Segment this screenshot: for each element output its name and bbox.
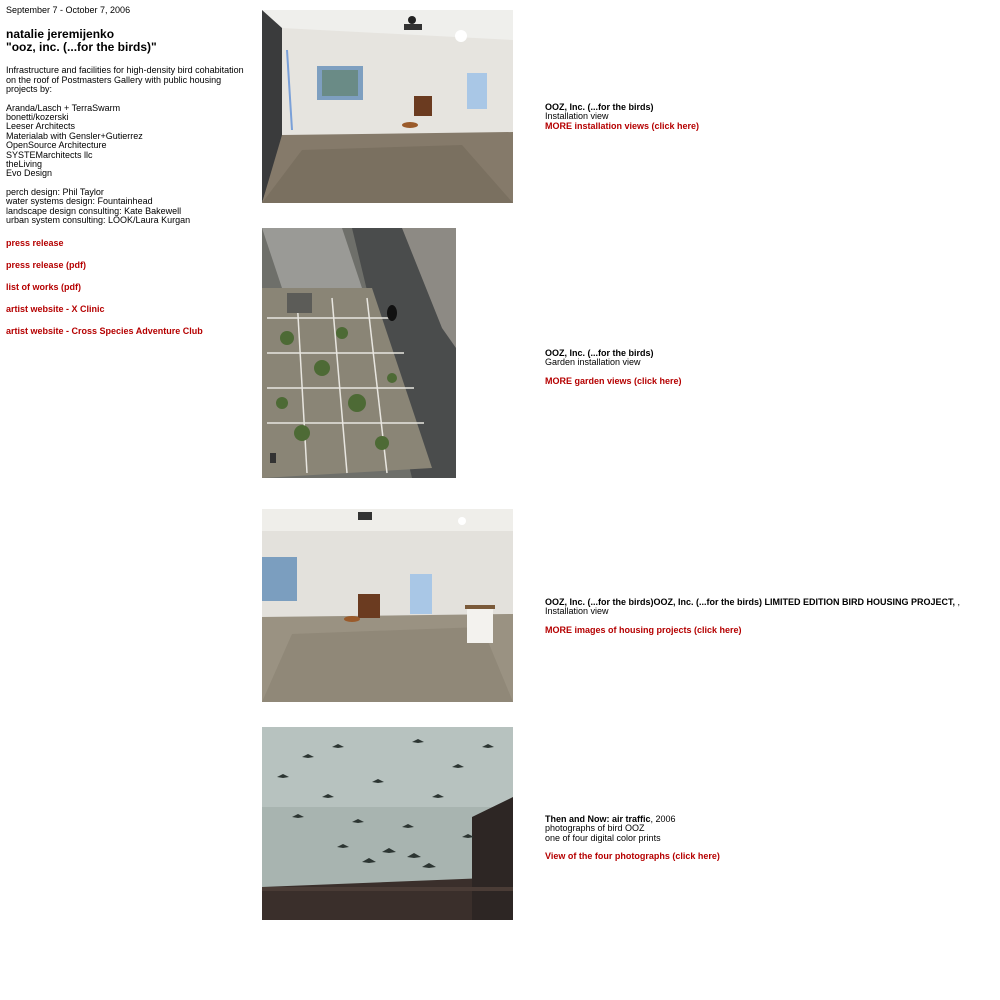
work-title: OOZ, Inc. (...for the birds)OOZ, Inc. (...for the birds) LIMITED EDITION BIRD HOUSING PROJECT, bbox=[545, 597, 956, 607]
work-title: OOZ, Inc. (...for the birds) bbox=[545, 102, 654, 112]
work-title-line bbox=[545, 103, 985, 112]
press-release-link[interactable]: press release bbox=[6, 237, 64, 248]
exhibition-dates: September 7 - October 7, 2006 bbox=[6, 5, 131, 15]
gallery-floor-photo[interactable] bbox=[262, 509, 513, 702]
participant-item: Leeser Architects bbox=[6, 121, 76, 132]
artist-website-xclinic-link[interactable]: artist website - X Clinic bbox=[6, 303, 105, 314]
participant-item: Aranda/Lasch + TerraSwarm bbox=[6, 102, 121, 113]
exhibition-heading bbox=[6, 28, 251, 54]
press-release-pdf-link[interactable]: press release (pdf) bbox=[6, 259, 87, 270]
work-description: Garden installation view bbox=[545, 357, 641, 368]
participant-item: theLiving bbox=[6, 159, 43, 170]
credit-item: urban system consulting: LOOK/Laura Kurgan bbox=[6, 215, 191, 226]
view-four-photographs-link[interactable]: View of the four photographs (click here) bbox=[545, 851, 720, 862]
work-caption-2 bbox=[545, 349, 985, 386]
rooftop-garden-photo[interactable] bbox=[262, 228, 456, 478]
credits-list bbox=[6, 188, 251, 226]
work-caption-3 bbox=[545, 598, 985, 635]
participant-item: SYSTEMarchitects llc bbox=[6, 149, 93, 160]
participant-item: Materialab with Gensler+Gutierrez bbox=[6, 130, 143, 141]
work-description: photographs of bird OOZ bbox=[545, 823, 645, 834]
credit-item: perch design: Phil Taylor bbox=[6, 186, 104, 197]
more-housing-projects-link[interactable]: MORE images of housing projects (click here) bbox=[545, 624, 742, 635]
more-installation-views-link[interactable]: MORE installation views (click here) bbox=[545, 120, 700, 131]
list-of-works-pdf-link[interactable]: list of works (pdf) bbox=[6, 281, 81, 292]
work-caption-4 bbox=[545, 815, 985, 862]
work-title-line bbox=[545, 598, 985, 607]
participant-item: bonetti/kozerski bbox=[6, 112, 69, 123]
artist-website-cross-species-link[interactable]: artist website - Cross Species Adventure Club bbox=[6, 325, 203, 336]
work-description: Installation view bbox=[545, 111, 609, 122]
work-subtitle: , bbox=[955, 597, 961, 607]
participants-list bbox=[6, 104, 251, 179]
artist-name: natalie jeremijenko bbox=[6, 27, 115, 42]
gallery-installation-photo[interactable] bbox=[262, 10, 513, 203]
work-subtitle: , 2006 bbox=[650, 814, 676, 824]
work-description: Installation view bbox=[545, 606, 609, 617]
birds-sky-photo[interactable] bbox=[262, 727, 513, 920]
more-garden-views-link[interactable]: MORE garden views (click here) bbox=[545, 375, 682, 386]
participant-item: Evo Design bbox=[6, 168, 53, 179]
work-title: OOZ, Inc. (...for the birds) bbox=[545, 348, 654, 358]
exhibition-title: "ooz, inc. (...for the birds)" bbox=[6, 40, 157, 55]
credit-item: landscape design consulting: Kate Bakewell bbox=[6, 205, 182, 216]
work-title: Then and Now: air traffic bbox=[545, 814, 651, 824]
work-description-extra: one of four digital color prints bbox=[545, 832, 661, 843]
resource-links bbox=[6, 239, 251, 336]
exhibition-info bbox=[6, 6, 251, 349]
exhibition-description: Infrastructure and facilities for high-density bird cohabitation on the roof of Postmasters Gallery with public housing projects by: bbox=[6, 65, 244, 95]
participant-item: OpenSource Architecture bbox=[6, 140, 107, 151]
credit-item: water systems design: Fountainhead bbox=[6, 196, 153, 207]
work-caption-1 bbox=[545, 103, 985, 131]
